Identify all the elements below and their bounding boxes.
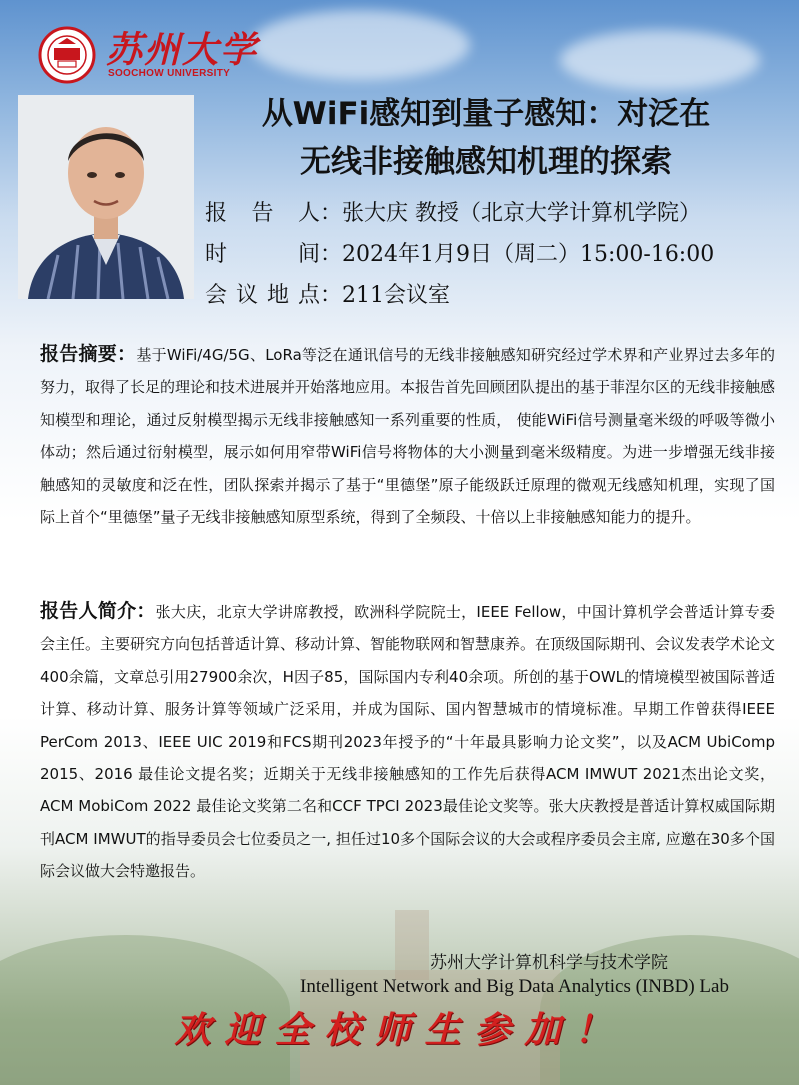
time-row: [205, 237, 714, 268]
place-row: [205, 278, 450, 309]
sky-cloud: [250, 10, 470, 80]
bio-heading: 报告人简介：: [40, 600, 156, 622]
time-label: 时 间: [205, 242, 320, 267]
speaker-row: [205, 196, 701, 227]
place-value: ：211会议室: [320, 283, 450, 308]
place-label: 会议地点: [205, 283, 320, 308]
sky-cloud: [560, 30, 760, 90]
organizer-cn: 苏州大学计算机科学与技术学院: [430, 953, 668, 973]
welcome-banner: 欢迎全校师生参加！: [174, 1009, 625, 1051]
time-value: ：2024年1月9日（周二）15:00-16:00: [320, 242, 715, 267]
university-seal-logo: [38, 26, 96, 84]
bio-section: [40, 595, 775, 935]
university-name-en: SOOCHOW UNIVERSITY: [108, 68, 231, 79]
abstract-text: 基于WiFi/4G/5G、LoRa等泛在通讯信号的无线非接触感知研究经过学术界和产业界过去多年的努力，取得了长足的理论和技术进展并开始落地应用。本报告首先回顾团队提出的基于菲涅尔区的无线非接触感知模型和理论，通过反射模型揭示无线非接触感知一系列重要的性质， 使能WiFi信号测量毫米级的呼吸等微小体动；然后通过衍射模型，展示如何用窄带WiFi信号将物体的大小测量到毫米级精度。为进一步增强无线非接触感知的灵敏度和泛在性，团队探索并揭示了基于“里德堡”原子能级跃迁原理的微观无线感知机理，实现了国际上首个“里德堡”量子无线非接触感知原型系统，得到了全频段、十倍以上非接触感知能力的提升。: [40, 346, 776, 527]
abstract-section: [40, 338, 775, 574]
abstract-heading: 报告摘要：: [40, 343, 137, 365]
organizer-en: Intelligent Network and Big Data Analytics (INBD) Lab: [300, 976, 729, 997]
speaker-label: 报 告 人: [205, 201, 320, 226]
talk-title-line-2: 无线非接触感知机理的探索: [300, 144, 672, 180]
bio-text: 张大庆，北京大学讲席教授，欧洲科学院院士，IEEE Fellow，中国计算机学会普适计算专委会主任。主要研究方向包括普适计算、移动计算、智能物联网和智慧康养。在顶级国际期刊、会议发表学术论文 400余篇，文章总引用27900余次，H因子85，国际国内专利40余项。所创的基于OWL的情境模型被国际普适计算、移动计算、服务计算等领域广泛采用，并成为国际、国内智慧城市的情境标准。早期工作曾获得IEEE PerCom 2013、IEEE UIC 2019和FCS期刊2023年授予的“十年最具影响力论文奖”，以及ACM UbiComp 2015、2016 最佳论文提名奖；近期关于无线非接触感知的工作先后获得ACM IMWUT 2021杰出论文奖，ACM MobiCom 2022 最佳论文奖第二名和CCF TPCI 2023最佳论文奖等。张大庆教授是普适计算权威国际期刊ACM IMWUT的指导委员会七位委员之一, 担任过10多个国际会议的大会或程序委员会主席, 应邀在30多个国际会议做大会特邀报告。: [40, 603, 776, 881]
speaker-value: ：张大庆 教授（北京大学计算机学院）: [320, 201, 701, 226]
speaker-photo: [18, 95, 194, 299]
talk-title-line-1: 从WiFi感知到量子感知：对泛在: [261, 96, 711, 132]
university-name-cn: 苏州大学: [106, 29, 259, 71]
